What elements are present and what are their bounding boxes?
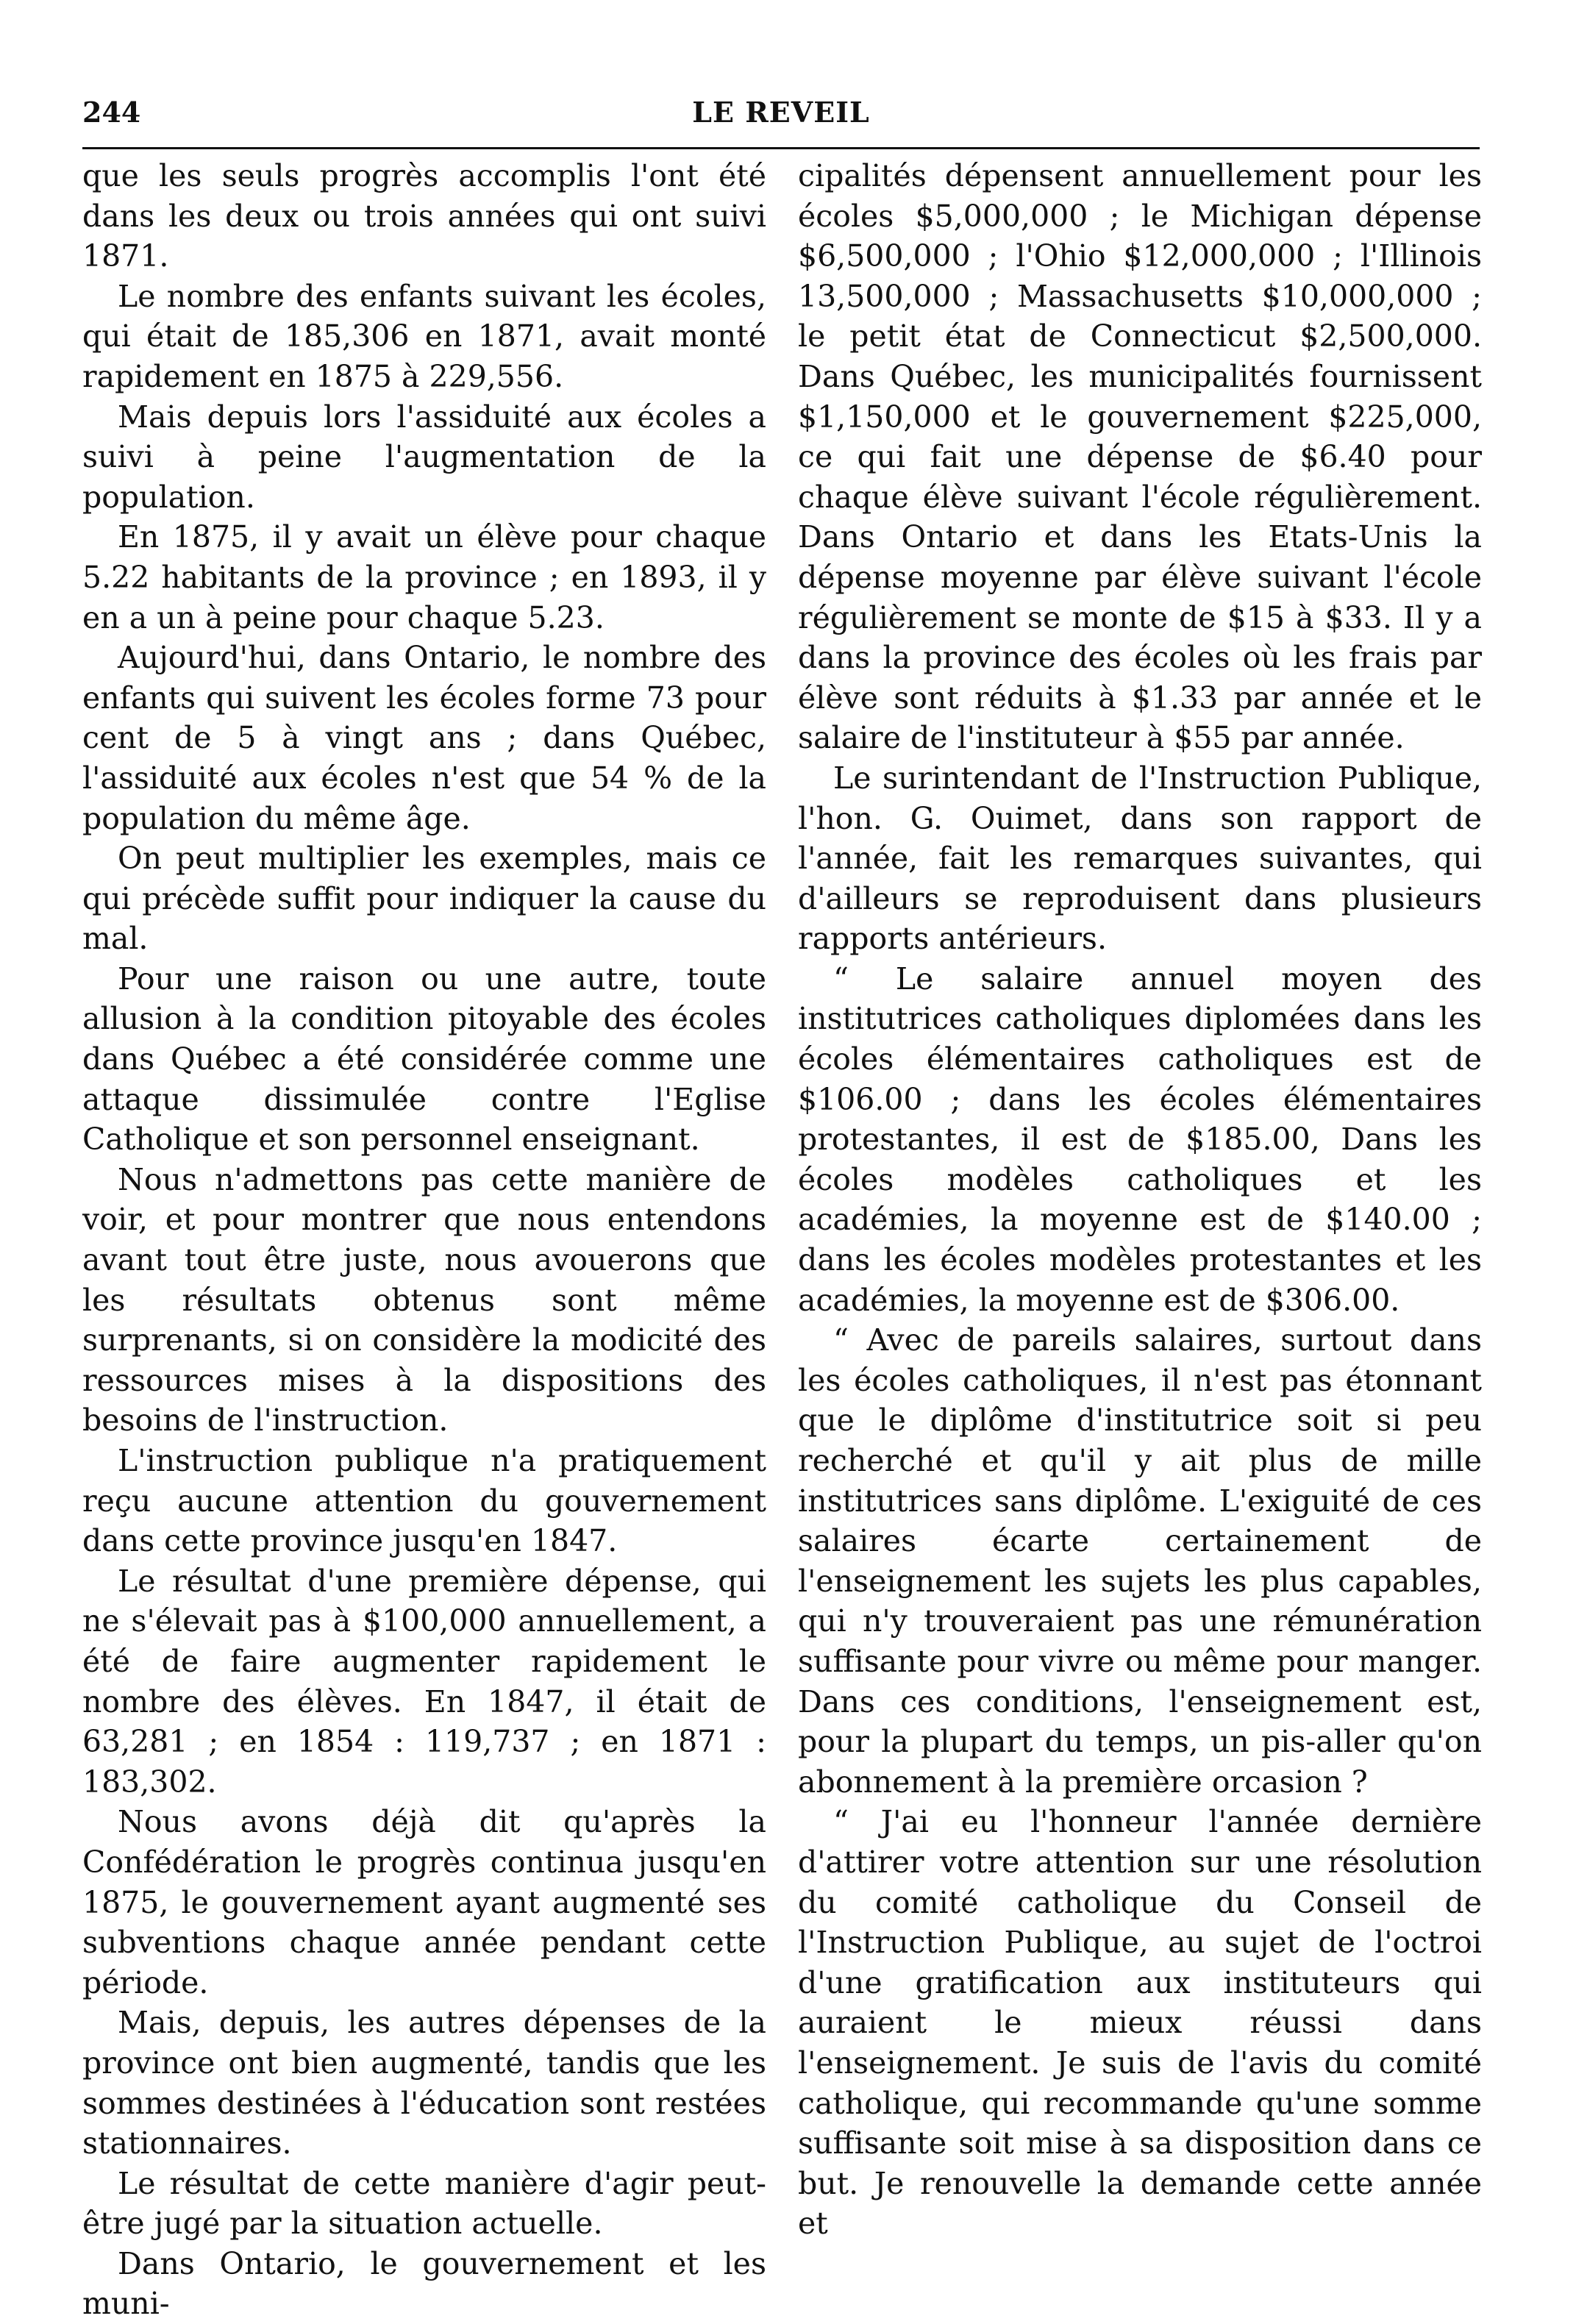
paragraph: Dans Ontario, le gouvernement et les muni- — [82, 2245, 766, 2322]
right-column — [798, 156, 1482, 2242]
paragraph: Nous avons déjà dit qu'après la Confédération le progrès continua jusqu'en 1875, le gouvernement ayant augmenté ses subventions chaque année pendant cette période. — [82, 1804, 766, 2000]
header-rule — [82, 147, 1480, 149]
paragraph: Pour une raison ou une autre, toute allusion à la condition pitoyable des écoles dans Québec a été considérée comme une attaque dissimulée contre l'Eglise Catholique et son personnel enseignant. — [82, 960, 766, 1158]
paragraph: “ Avec de pareils salaires, surtout dans les écoles catholiques, il n'est pas étonnant que le diplôme d'institutrice soit si peu recherché et qu'il y ait plus de mille institutrices sans diplôme. L'exiguité de ces salaires écarte certainement de l'enseignement les sujets les plus capables, qui n'y trouveraient pas une rémunération suffisante pour vivre ou même pour manger. Dans ces conditions, l'enseignement est, pour la plupart du temps, un pis-aller qu'on abonnement à la première orcasion ? — [798, 1322, 1482, 1800]
paragraph: “ Le salaire annuel moyen des institutrices catholiques diplomées dans les écoles élémentaires catholiques est de $106.00 ; dans les écoles élémentaires protestantes, il est de $185.00, Dans les écoles modèles catholiques et les académies, la moyenne est de $140.00 ; dans les écoles modèles protestantes et les académies, la moyenne est de $306.00. — [798, 960, 1482, 1318]
paragraph: que les seuls progrès accomplis l'ont été dans les deux ou trois années qui ont suivi 1871. — [82, 158, 766, 274]
paragraph: L'instruction publique n'a pratiquement reçu aucune attention du gouvernement dans cette province jusqu'en 1847. — [82, 1443, 766, 1559]
paragraph: Le surintendant de l'Instruction Publique, l'hon. G. Ouimet, dans son rapport de l'année, fait les remarques suivantes, qui d'ailleurs se reproduisent dans plusieurs rapports antérieurs. — [798, 760, 1482, 957]
left-column — [82, 156, 766, 2322]
paragraph: Nous n'admettons pas cette manière de voir, et pour montrer que nous entendons avant tout être juste, nous avouerons que les résultats obtenus sont même surprenants, si on considère la modicité des ressources mises à la dispositions des besoins de l'instruction. — [82, 1161, 766, 1439]
page-number: 244 — [82, 96, 141, 129]
paragraph: Mais, depuis, les autres dépenses de la province ont bien augmenté, tandis que les sommes destinées à l'éducation sont restées stationnaires. — [82, 2005, 766, 2161]
paragraph: Le résultat d'une première dépense, qui ne s'élevait pas à $100,000 annuellement, a été de faire augmenter rapidement le nombre des élèves. En 1847, il était de 63,281 ; en 1854 : 119,737 ; en 1871 : 183,302. — [82, 1563, 766, 1800]
running-title: LE REVEIL — [692, 96, 870, 129]
paragraph: cipalités dépensent annuellement pour les écoles $5,000,000 ; le Michigan dépense $6,500,000 ; l'Ohio $12,000,000 ; l'Illinois 13,500,000 ; Massachusetts $10,000,000 ; le petit état de Connecticut $2,500,000. Dans Québec, les municipalités fournissent $1,150,000 et le gouvernement $225,000, ce qui fait une dépense de $6.40 pour chaque élève suivant l'école régulièrement. Dans Ontario et dans les Etats-Unis la dépense moyenne par élève suivant l'école régulièrement se monte de $15 à $33. Il y a dans la province des écoles où les frais par élève sont réduits à $1.33 par année et le salaire de l'instituteur à $55 par année. — [798, 158, 1482, 756]
paragraph: On peut multiplier les exemples, mais ce qui précède suffit pour indiquer la cause du mal. — [82, 841, 766, 957]
page-header — [82, 96, 1480, 154]
paragraph: Mais depuis lors l'assiduité aux écoles a suivi à peine l'augmentation de la population. — [82, 399, 766, 515]
paragraph: Aujourd'hui, dans Ontario, le nombre des enfants qui suivent les écoles forme 73 pour cent de 5 à vingt ans ; dans Québec, l'assiduité aux écoles n'est que 54 % de la population du même âge. — [82, 640, 766, 836]
paragraph: En 1875, il y avait un élève pour chaque 5.22 habitants de la province ; en 1893, il y en a un à peine pour chaque 5.23. — [82, 519, 766, 635]
paragraph: Le résultat de cette manière d'agir peut-être jugé par la situation actuelle. — [82, 2165, 766, 2242]
paragraph: “ J'ai eu l'honneur l'année dernière d'attirer votre attention sur une résolution du comité catholique du Conseil de l'Instruction Publique, au sujet de l'octroi d'une gratification aux instituteurs qui auraient le mieux réussi dans l'enseignement. Je suis de l'avis du comité catholique, qui recommande qu'une somme suffisante soit mise à sa disposition dans ce but. Je renouvelle la demande cette année et — [798, 1804, 1482, 2242]
paragraph: Le nombre des enfants suivant les écoles, qui était de 185,306 en 1871, avait monté rapidement en 1875 à 229,556. — [82, 278, 766, 394]
